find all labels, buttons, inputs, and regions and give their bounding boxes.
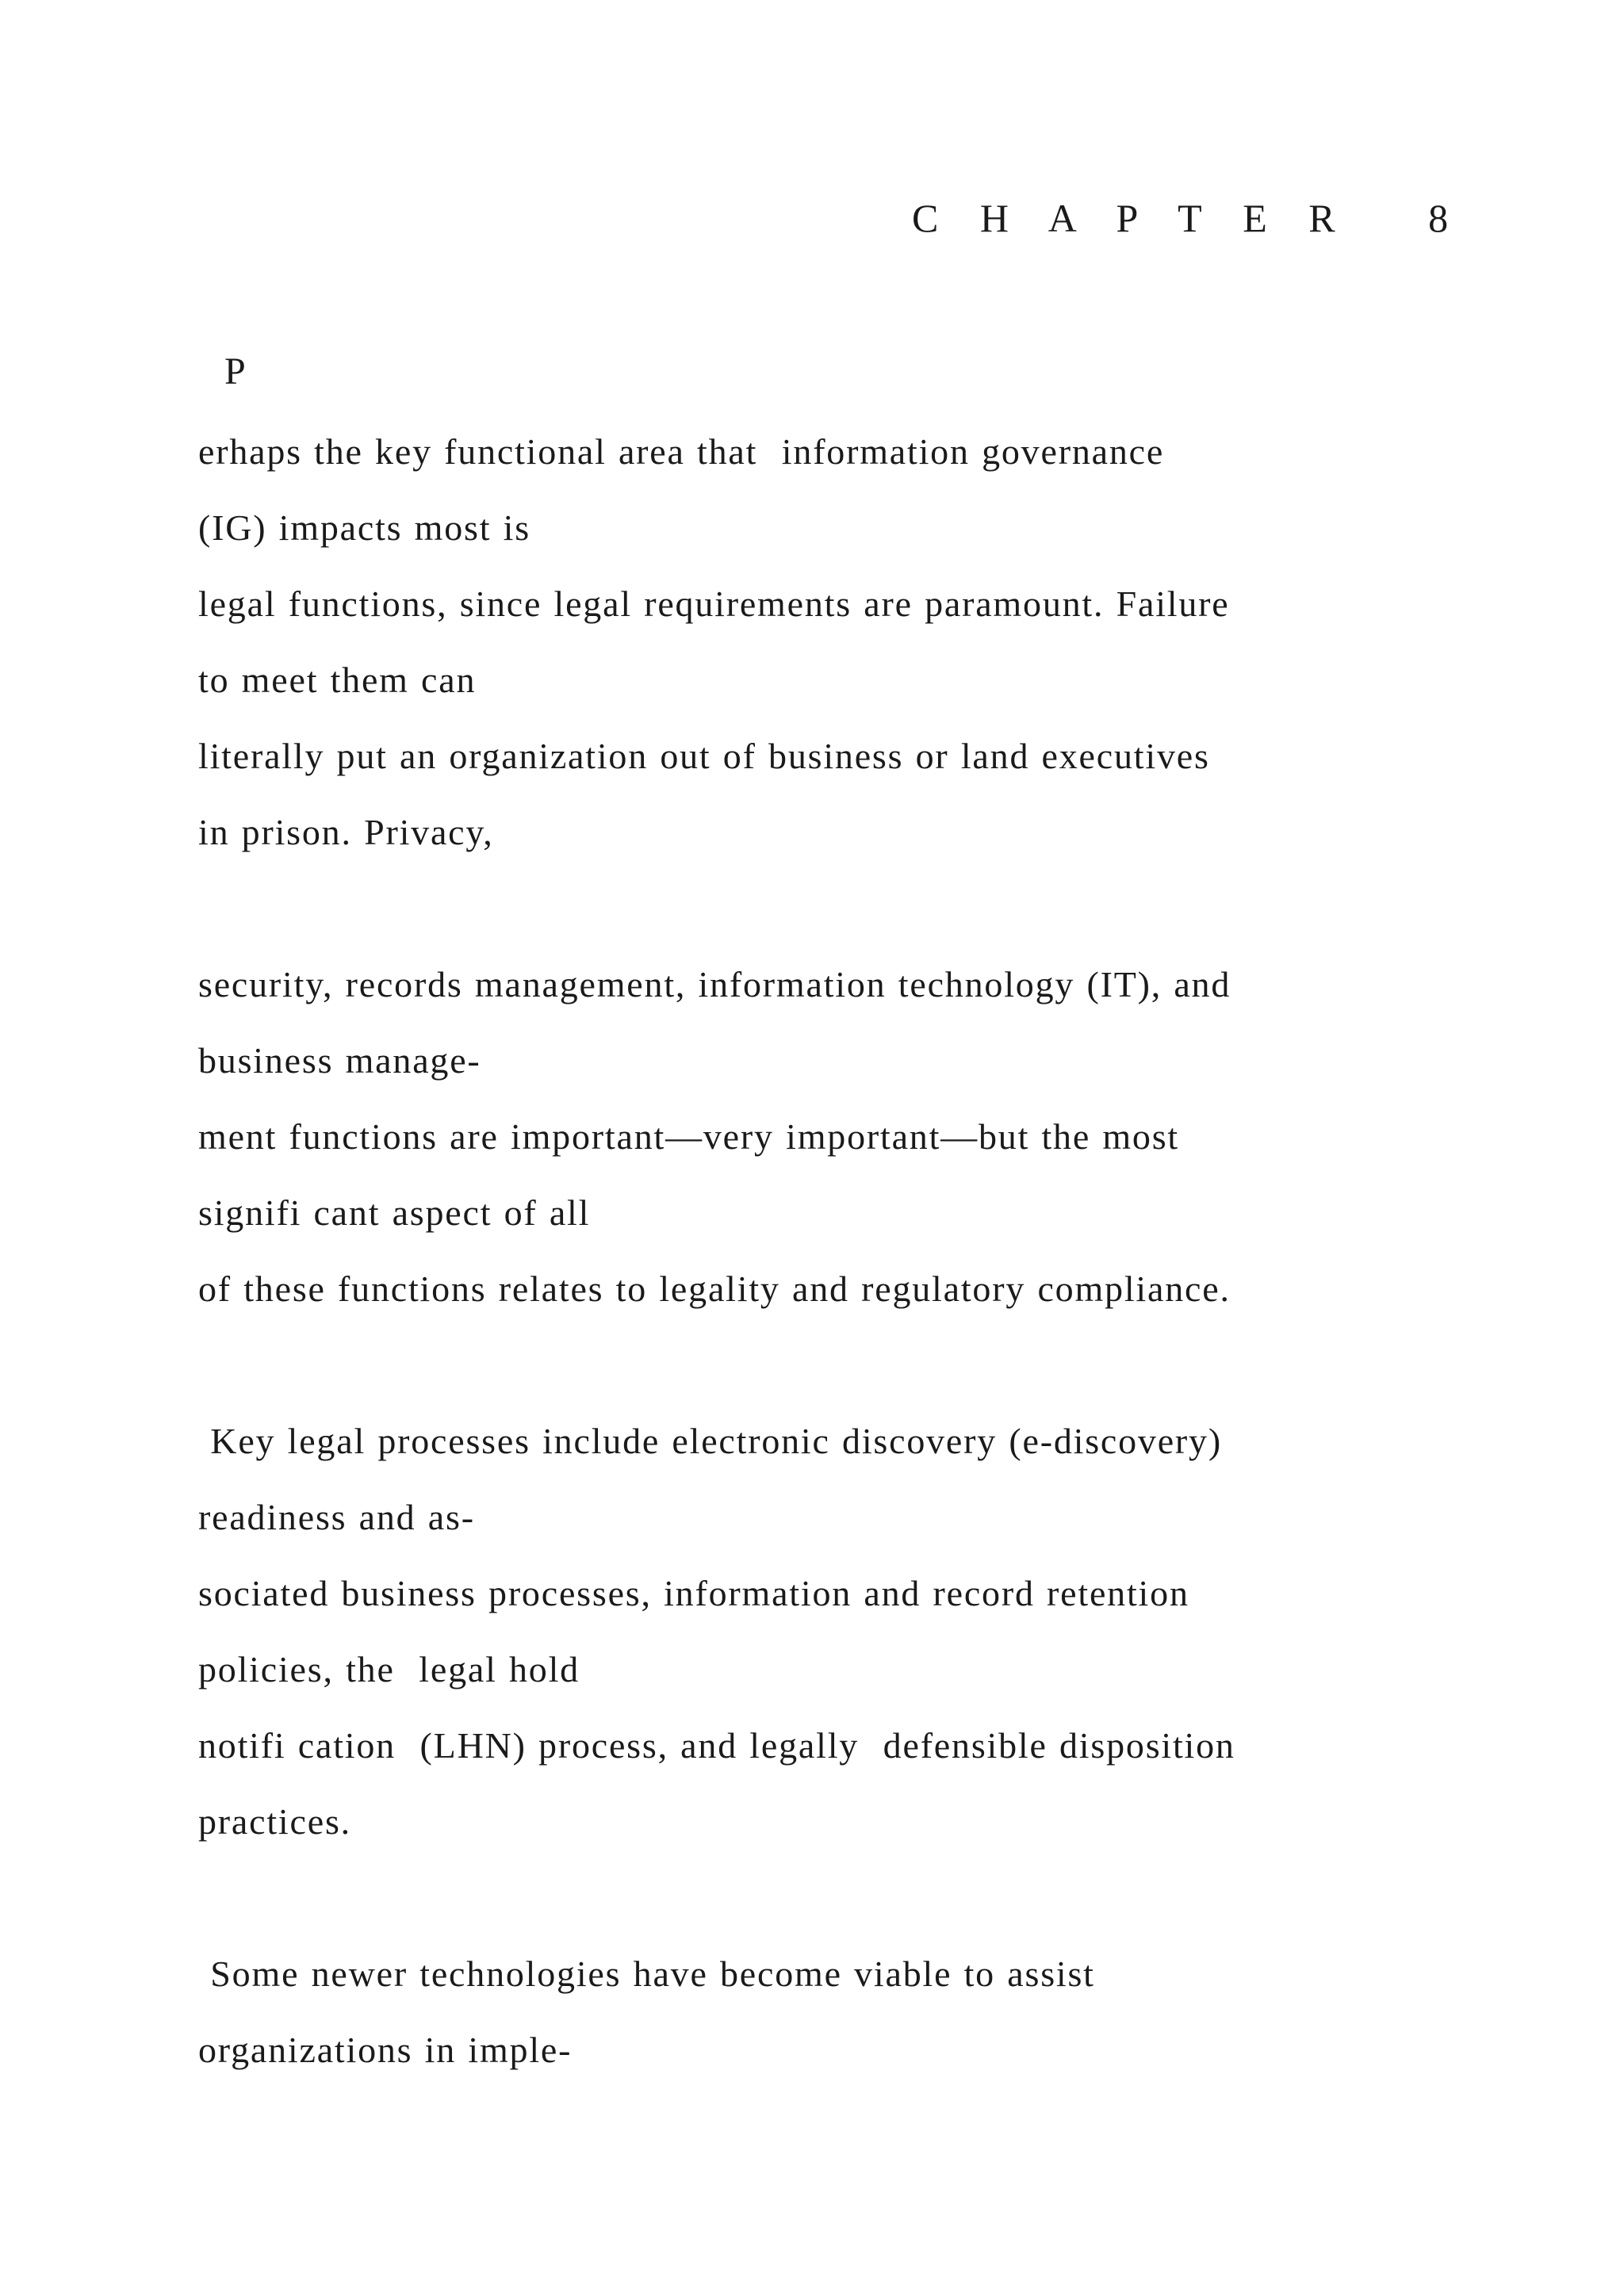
chapter-heading: C H A P T E R 8 bbox=[912, 196, 1465, 240]
paragraph-1-line-4: to meet them can bbox=[198, 660, 477, 700]
paragraph-3-line-1: Key legal processes include electronic discovery (e-discovery) bbox=[198, 1421, 1222, 1461]
paragraph-2-line-5: of these functions relates to legality and regulatory compliance. bbox=[198, 1269, 1231, 1309]
paragraph-2-line-1: security, records management, information technology (IT), and bbox=[198, 964, 1231, 1004]
paragraph-2-line-4: signifi cant aspect of all bbox=[198, 1192, 591, 1233]
paragraph-2-line-3: ment functions are important—very important—but the most bbox=[198, 1116, 1180, 1157]
paragraph-3-line-4: policies, the legal hold bbox=[198, 1649, 580, 1689]
paragraph-1-line-6: in prison. Privacy, bbox=[198, 812, 494, 852]
paragraph-3-line-5: notifi cation (LHN) process, and legally defensible disposition bbox=[198, 1725, 1235, 1766]
paragraph-2-line-2: business manage- bbox=[198, 1040, 481, 1081]
paragraph-1-line-5: literally put an organization out of business or land executives bbox=[198, 736, 1210, 776]
paragraph-4-line-1: Some newer technologies have become viable to assist bbox=[198, 1954, 1095, 1994]
paragraph-3-line-2: readiness and as- bbox=[198, 1497, 475, 1537]
drop-cap-letter: P bbox=[224, 350, 246, 392]
paragraph-1-line-1: erhaps the key functional area that information governance bbox=[198, 431, 1165, 472]
paragraph-1-line-2: (IG) impacts most is bbox=[198, 507, 530, 548]
paragraph-3-line-3: sociated business processes, information and record retention bbox=[198, 1573, 1189, 1613]
paragraph-4-line-2: organizations in imple- bbox=[198, 2030, 573, 2070]
paragraph-1-line-3: legal functions, since legal requirements are paramount. Failure bbox=[198, 584, 1230, 624]
paragraph-3-line-6: practices. bbox=[198, 1801, 351, 1842]
